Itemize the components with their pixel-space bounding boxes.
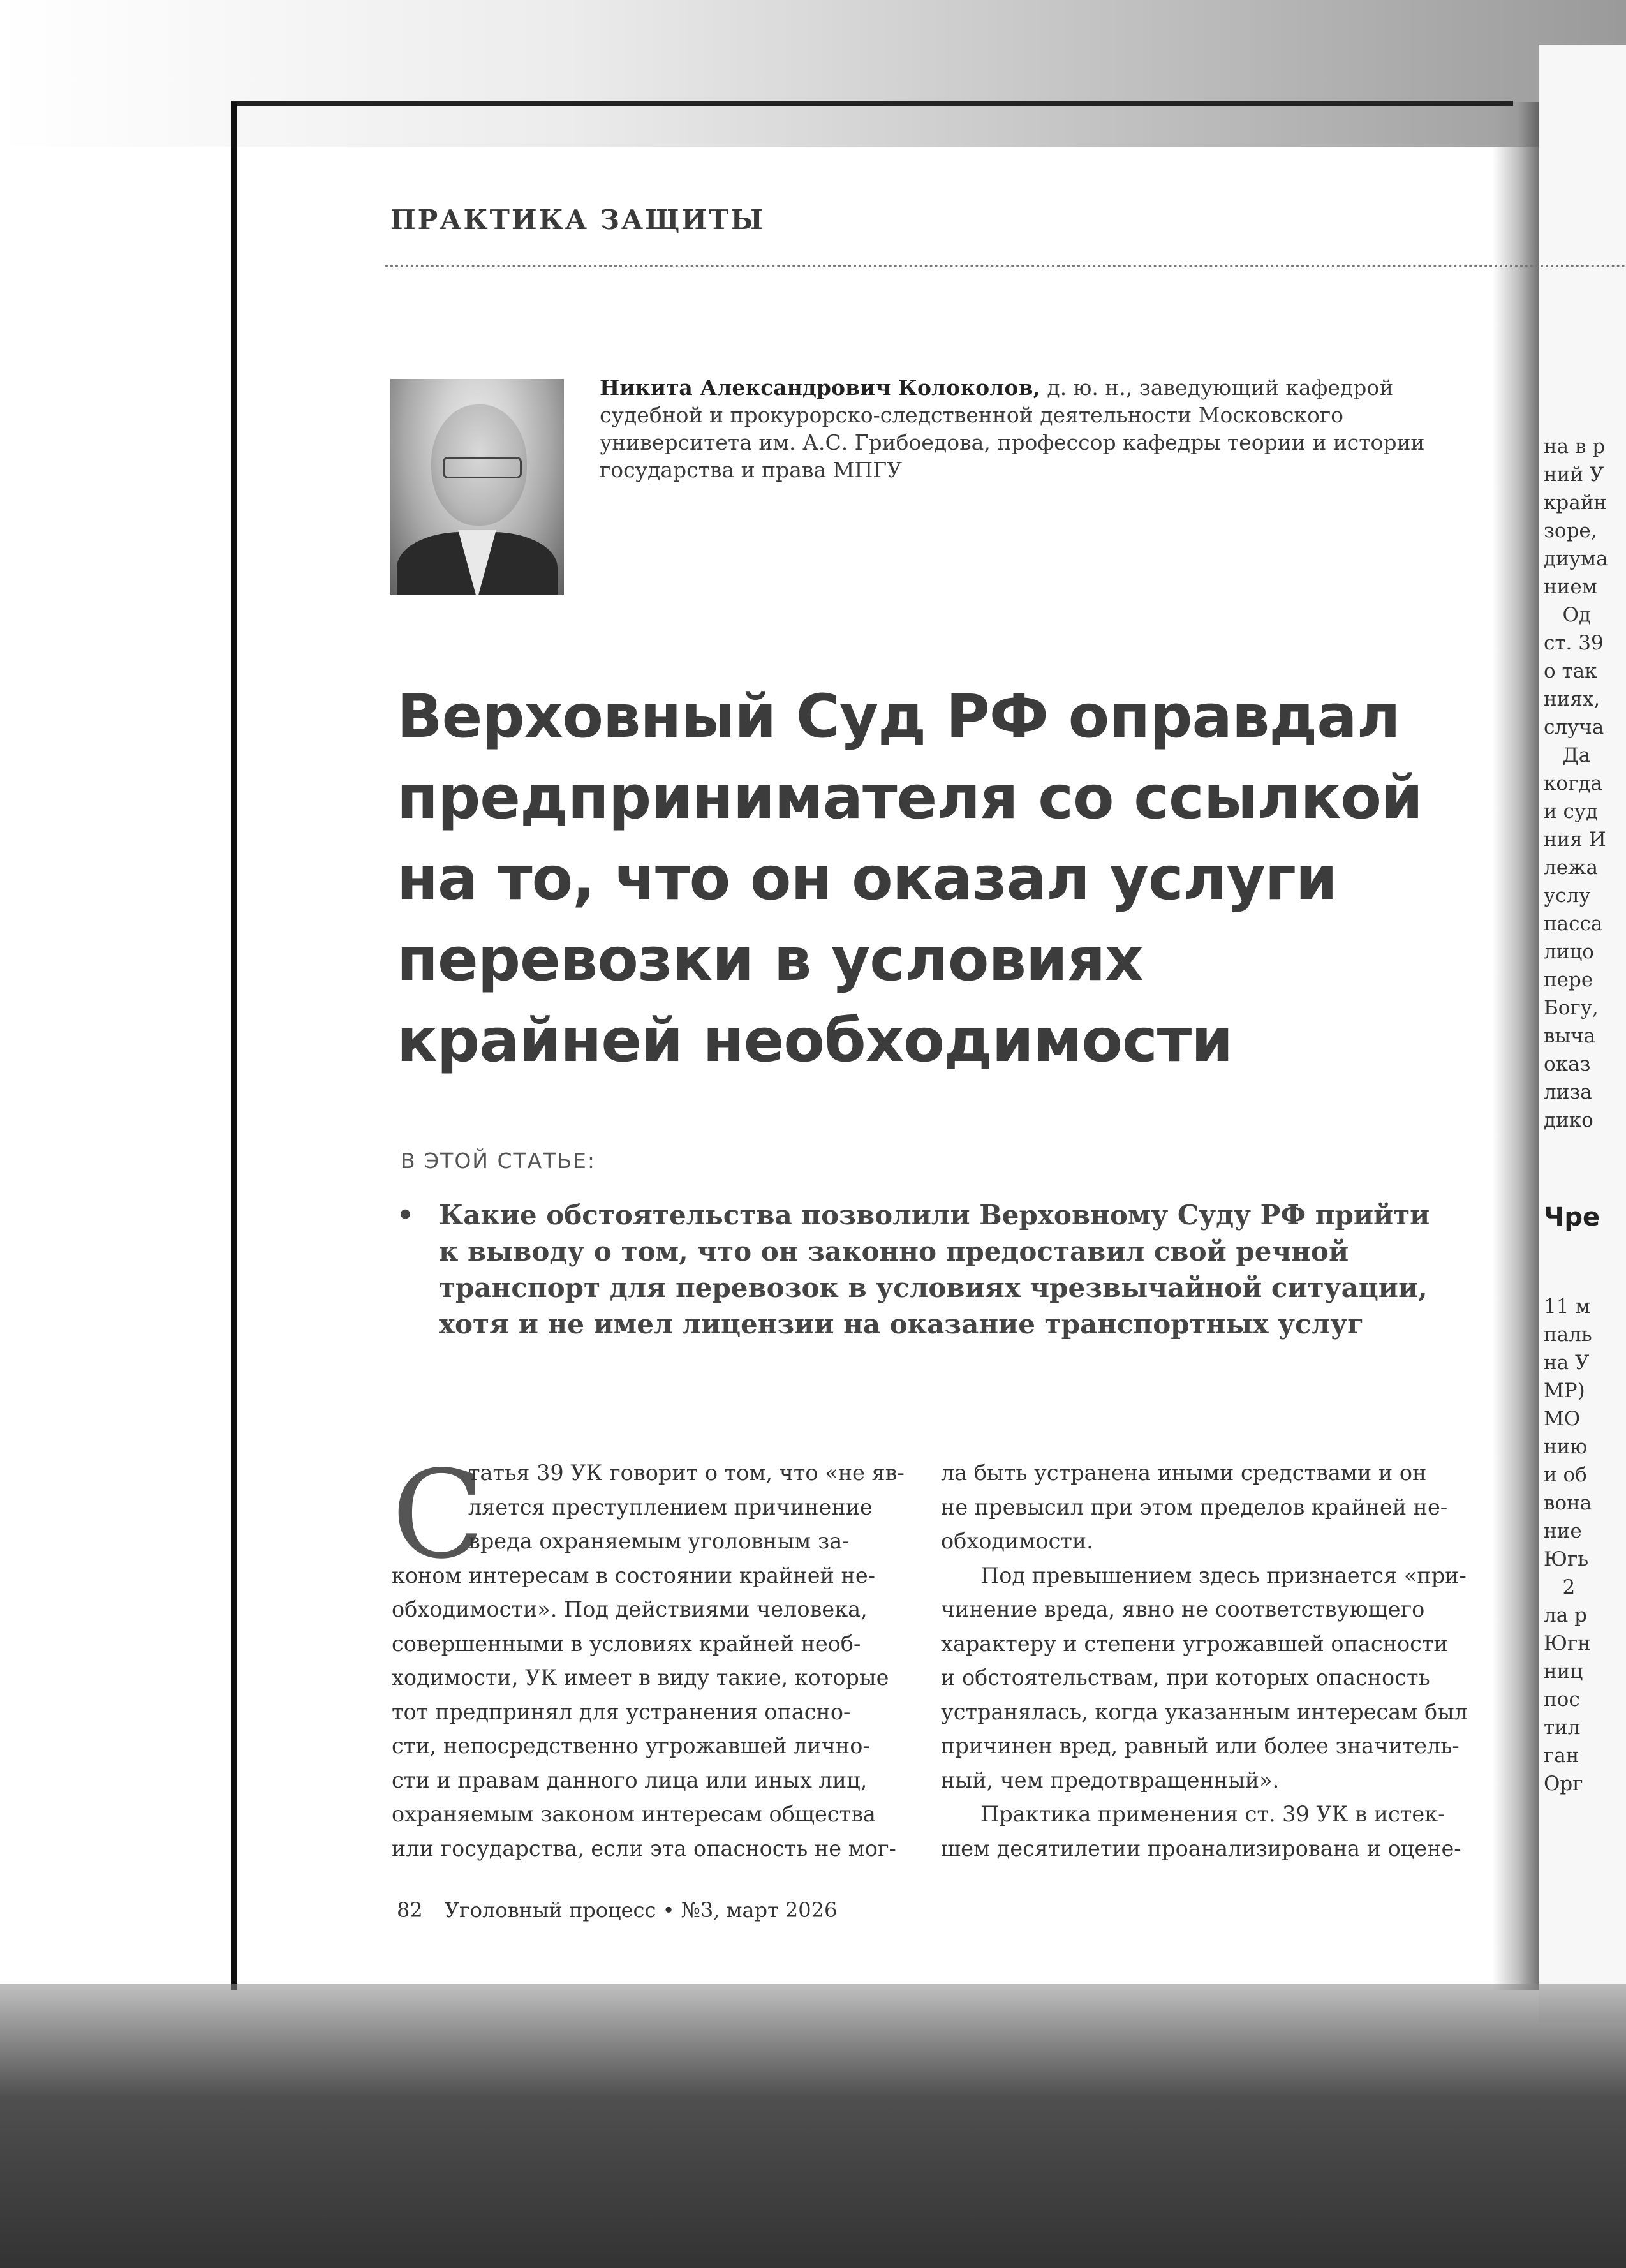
body-line: обходимости. — [941, 1529, 1093, 1553]
headline-line: Верховный Суд РФ оправдал — [397, 682, 1400, 752]
photo-glasses — [443, 457, 522, 478]
author-bio-line: судебной и прокурорско-следственной деятельности Московского — [600, 403, 1344, 427]
next-page-line: пос — [1544, 1688, 1580, 1711]
next-page-line: Югн — [1544, 1632, 1591, 1655]
body-line: устранялась, когда указанным интересам был — [941, 1699, 1468, 1724]
body-line: вреда охраняемым уголовным за- — [468, 1529, 850, 1553]
body-line: сти, непосредственно угрожавшей лично- — [392, 1733, 870, 1758]
body-line: ляется преступлением причинение — [468, 1494, 873, 1520]
bullet-line: транспорт для перевозок в условиях чрезвычайной ситуации, — [439, 1272, 1428, 1303]
next-page-line: о так — [1544, 660, 1604, 683]
body-column-1 — [392, 1444, 905, 1865]
next-page-top-lines — [1544, 433, 1626, 1134]
page-footer — [397, 1898, 837, 1922]
next-page-line: тил — [1544, 1716, 1581, 1739]
bullet-marker: • — [397, 1199, 414, 1231]
body-line: Практика применения ст. 39 УК в истек- — [980, 1802, 1445, 1827]
next-page-line: выча — [1544, 1025, 1596, 1048]
next-page-line: Богу, — [1544, 997, 1599, 1019]
body-line: сти и правам данного лица или иных лиц, — [392, 1767, 868, 1793]
body-line: Под превышением здесь признается «при- — [980, 1562, 1467, 1588]
next-page-line: 11 м — [1544, 1295, 1591, 1318]
next-page-line: нию — [1544, 1435, 1588, 1458]
next-page-line: случа — [1544, 716, 1604, 739]
next-page-line: ния И — [1544, 828, 1606, 851]
next-page-line: ние — [1544, 1520, 1588, 1543]
body-column-2 — [941, 1456, 1468, 1865]
bullet-line: Какие обстоятельства позволили Верховному Суду РФ прийти — [439, 1199, 1430, 1231]
headline-line: предпринимателя со ссылкой — [397, 763, 1423, 833]
body-line: чинение вреда, явно не соответствующего — [941, 1597, 1425, 1622]
next-page-line: МР) — [1544, 1379, 1585, 1402]
bullet-text — [439, 1197, 1472, 1342]
author-bio — [600, 374, 1442, 484]
next-page-line: услу — [1544, 884, 1591, 907]
next-page-line: нием — [1544, 575, 1604, 598]
body-line: тот предпринял для устранения опасно- — [392, 1699, 851, 1724]
body-line: охраняемым законом интересам общества — [392, 1802, 876, 1827]
article-headline — [397, 676, 1500, 1081]
next-page-line: на У — [1544, 1351, 1590, 1374]
next-page-line: Орг — [1544, 1772, 1583, 1795]
next-page-text — [1544, 376, 1626, 1854]
page-edge-left — [231, 102, 237, 1990]
next-page-line: диума — [1544, 547, 1608, 570]
body-line: обходимости». Под действиями человека, — [392, 1597, 868, 1622]
scan-shadow-bottom — [0, 1984, 1626, 2268]
body-line: не превысил при этом пределов крайней не- — [941, 1494, 1448, 1520]
next-page-line: МО — [1544, 1407, 1587, 1430]
bullet-line: хотя и не имел лицензии на оказание транспортных услуг — [439, 1308, 1364, 1340]
next-page-line: ла р — [1544, 1604, 1587, 1627]
body-line: причинен вред, равный или более значитель- — [941, 1733, 1460, 1758]
next-page-line: лицо — [1544, 940, 1594, 963]
next-page-line: когда — [1544, 772, 1602, 795]
body-line: ный, чем предотвращенный». — [941, 1767, 1280, 1793]
next-page-line: и об — [1544, 1464, 1587, 1486]
next-page-bottom-lines — [1544, 1293, 1626, 1798]
body-line: шем десятилетии проанализирована и оцене- — [941, 1835, 1461, 1861]
dotted-divider — [385, 265, 1626, 267]
headline-line: перевозки в условиях — [397, 925, 1143, 995]
author-name: Никита Александрович Колоколов, — [600, 375, 1040, 400]
next-page-line: лиза — [1544, 1081, 1592, 1104]
author-bio-line: д. ю. н., заведующий кафедрой — [1040, 375, 1394, 400]
next-page-line: пере — [1544, 968, 1593, 991]
next-page-line: паль — [1544, 1323, 1592, 1346]
author-photo — [390, 379, 564, 595]
section-title: ПРАКТИКА ЗАЩИТЫ — [390, 204, 765, 235]
next-page-line: оказ — [1544, 1053, 1591, 1076]
next-page-line: ниц — [1544, 1660, 1583, 1683]
next-page-line: зоре, — [1544, 519, 1604, 542]
next-page-heading: Чре — [1544, 1203, 1600, 1232]
next-page-line: Да — [1544, 744, 1591, 767]
next-page-line: Од — [1544, 604, 1592, 626]
body-line: татья 39 УК говорит о том, что «не яв- — [468, 1460, 905, 1485]
bullet-line: к выводу о том, что он законно предоставил свой речной — [439, 1236, 1349, 1267]
body-line: или государства, если эта опасность не мог- — [392, 1835, 896, 1861]
headline-line: на то, что он оказал услуги — [397, 844, 1337, 914]
next-page-line: ст. 39 — [1544, 632, 1604, 655]
body-line: характеру и степени угрожавшей опасности — [941, 1631, 1448, 1656]
next-page-line: ниях, — [1544, 688, 1600, 711]
next-page-line: дико — [1544, 1109, 1593, 1132]
body-line: совершенными в условиях крайней необ- — [392, 1631, 861, 1656]
next-page-line: на в р — [1544, 435, 1606, 458]
next-page-line: ган — [1544, 1744, 1579, 1767]
body-line: ла быть устранена иными средствами и он — [941, 1460, 1427, 1485]
page-edge-top — [231, 101, 1513, 106]
body-line: и обстоятельствам, при которых опасность — [941, 1665, 1430, 1690]
next-page-line: ний У — [1544, 463, 1604, 486]
next-page-line: крайн — [1544, 491, 1608, 514]
journal-info: Уголовный процесс • №3, март 2026 — [444, 1898, 838, 1922]
next-page-line: и суд — [1544, 800, 1599, 823]
body-line: ходимости, УК имеет в виду такие, которые — [392, 1665, 889, 1690]
next-page-line: Югь — [1544, 1548, 1589, 1571]
page-number: 82 — [397, 1898, 423, 1922]
next-page-line: лежа — [1544, 856, 1599, 879]
next-page-line: пасса — [1544, 912, 1603, 935]
next-page-line: вона — [1544, 1492, 1592, 1515]
next-page-fragment — [1539, 45, 1626, 2022]
scan-shadow-top — [0, 0, 1626, 147]
body-line: коном интересам в состоянии крайней не- — [392, 1562, 875, 1588]
headline-line: крайней необходимости — [397, 1006, 1233, 1076]
drop-cap: С — [392, 1444, 485, 1585]
author-bio-line: университета им. А.С. Грибоедова, профессор кафедры теории и истории — [600, 430, 1425, 455]
in-article-label: В ЭТОЙ СТАТЬЕ: — [401, 1148, 596, 1173]
next-page-line: 2 — [1544, 1576, 1576, 1599]
author-bio-line: государства и права МПГУ — [600, 457, 902, 482]
